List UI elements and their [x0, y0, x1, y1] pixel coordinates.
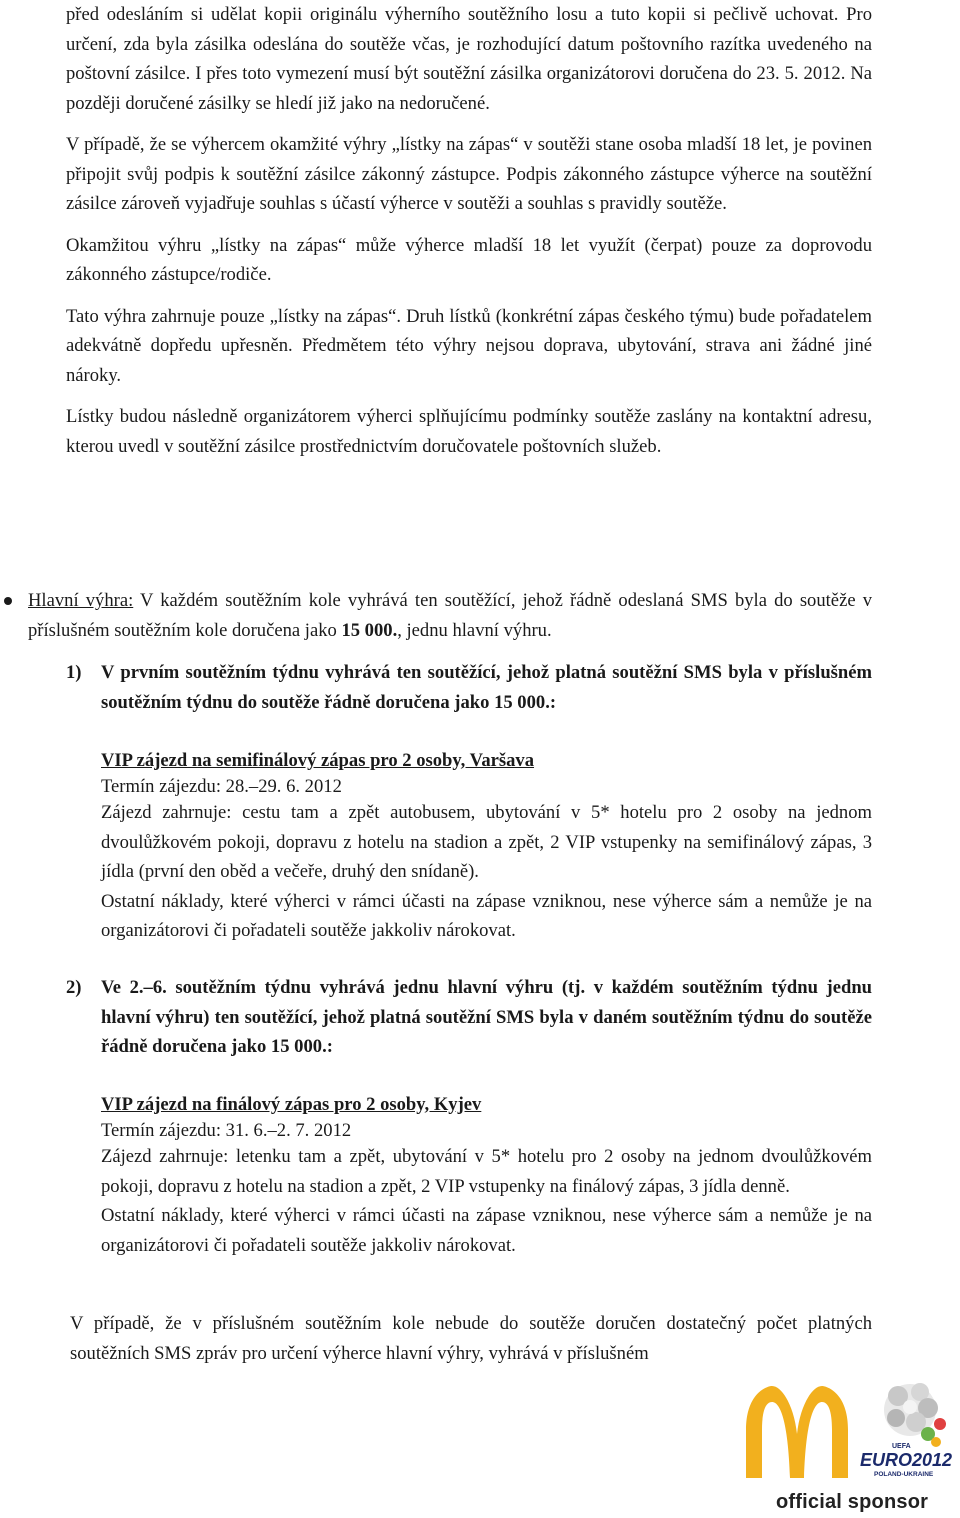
- paragraph-intro: před odesláním si udělat kopii originálu výherního soutěžního losu a tuto kopii si pečlivě uchovat. Pro určení, zda byla zásilka odeslána do soutěže včas, je rozhodující datum poštovního razítka uvedeného na poštovní zásilce. I přes toto vymezení musí být soutěžní zásilka organizátorovi doručena do 23. 5. 2012. Na později doručené zásilky se hledí již jako na nedoručené.: [66, 4, 872, 114]
- document-page: [66, 0, 872, 461]
- item-number: 1): [66, 662, 82, 683]
- main-prize-text-a: V každém soutěžním kole vyhrává ten soutěžící, jehož řádně odeslaná SMS byla do soutěže v příslušném soutěžním kole doručena jako: [28, 590, 872, 641]
- bullet-icon: [4, 597, 12, 605]
- euro-subtitle: POLAND-UKRAINE: [874, 1471, 934, 1478]
- euro-flower-mark: [884, 1383, 946, 1447]
- prize-includes: Zájezd zahrnuje: letenku tam a zpět, ubytování v 5* hotelu pro 2 osoby na jednom dvoulůžkovém pokoji, dopravu z hotelu na stadion a zpět, 2 VIP vstupenky na finálový zápas, 3 jídla denně.: [101, 1146, 872, 1197]
- numbered-item-2: [66, 973, 872, 1062]
- prize-date: Termín zájezdu: 28.–29. 6. 2012: [101, 775, 342, 797]
- final-paragraph-block: [70, 1309, 872, 1368]
- euro-text: EURO2012: [860, 1450, 953, 1470]
- prize-block-1: [101, 746, 872, 946]
- prize-block-2: [101, 1090, 872, 1260]
- main-prize-text-b: , jednu hlavní výhru.: [397, 619, 552, 641]
- item-text: Ve 2.–6. soutěžním týdnu vyhrává jednu hlavní výhru (tj. v každém soutěžním týdnu jednu hlavní výhru) ten soutěžící, jehož platná soutěžní SMS byla v daném soutěžním týdnu do soutěže řádně doručena jako 15 000.:: [101, 977, 872, 1057]
- euro2012-logo-icon: [858, 1376, 960, 1486]
- uefa-text: UEFA: [892, 1443, 911, 1450]
- main-prize-paragraph: [28, 586, 872, 645]
- paragraph-prize-scope: Tato výhra zahrnuje pouze „lístky na zápas“. Druh lístků (konkrétní zápas českého týmu) bude pořadatelem adekvátně dopředu upřesněn. Předmětem této výhry nejsou doprava, ubytování, strava ani žádné jiné nároky.: [66, 305, 872, 386]
- main-prize-sms-number: 15 000.: [341, 619, 398, 641]
- item-number: 2): [66, 977, 82, 998]
- prize-costs: Ostatní náklady, které výherci v rámci účasti na zápase vzniknou, nese výherce sám a nemůže je na organizátorovi či pořadateli soutěže jakkoliv nárokovat.: [101, 890, 872, 941]
- prize-includes: Zájezd zahrnuje: cestu tam a zpět autobusem, ubytování v 5* hotelu pro 2 osoby na jednom dvoulůžkovém pokoji, dopravu z hotelu na stadion a zpět, 2 VIP vstupenky na semifinálový zápas, 3 jídla (první den oběd a večeře, druhý den snídaně).: [101, 802, 872, 882]
- main-prize-bullet: [28, 586, 872, 645]
- official-sponsor-label: official sponsor: [776, 1491, 929, 1513]
- paragraph-minor-winner: V případě, že se výhercem okamžité výhry „lístky na zápas“ v soutěži stane osoba mladší 18 let, je povinen připojit svůj podpis k soutěžní zásilce zákonný zástupce. Podpis zákonného zástupce výherce na soutěžní zásilce zároveň vyjadřuje souhlas s účastí výherce v soutěži a souhlas s pravidly soutěže.: [66, 134, 872, 214]
- paragraph-final: V případě, že v příslušném soutěžním kole nebude do soutěže doručen dostatečný počet platných soutěžních SMS zpráv pro určení výherce hlavní výhry, vyhrává v příslušném: [70, 1313, 872, 1364]
- prize-costs: Ostatní náklady, které výherci v rámci účasti na zápase vzniknou, nese výherce sám a nemůže je na organizátorovi či pořadateli soutěže jakkoliv nárokovat.: [101, 1205, 872, 1256]
- prize-title: VIP zájezd na semifinálový zápas pro 2 osoby, Varšava: [101, 750, 535, 771]
- numbered-item-1: [66, 658, 872, 717]
- paragraph-ticket-delivery: Lístky budou následně organizátorem výherci splňujícímu podmínky soutěže zaslány na kontaktní adresu, kterou uvedl v soutěžní zásilce prostřednictvím doručovatele poštovních služeb.: [66, 406, 872, 457]
- sponsor-logos: [742, 1376, 960, 1513]
- main-prize-label: Hlavní výhra:: [28, 590, 134, 611]
- item-text: V prvním soutěžním týdnu vyhrává ten soutěžící, jehož platná soutěžní SMS byla v příslušném soutěžním týdnu do soutěže řádně doručena jako 15 000.:: [101, 662, 872, 713]
- prize-title: VIP zájezd na finálový zápas pro 2 osoby, Kyjev: [101, 1094, 482, 1115]
- prize-date: Termín zájezdu: 31. 6.–2. 7. 2012: [101, 1119, 352, 1141]
- paragraph-instant-prize-usage: Okamžitou výhru „lístky na zápas“ může výherce mladší 18 let využít (čerpat) pouze za doprovodu zákonného zástupce/rodiče.: [66, 234, 872, 285]
- mcdonalds-logo-icon: [742, 1384, 852, 1480]
